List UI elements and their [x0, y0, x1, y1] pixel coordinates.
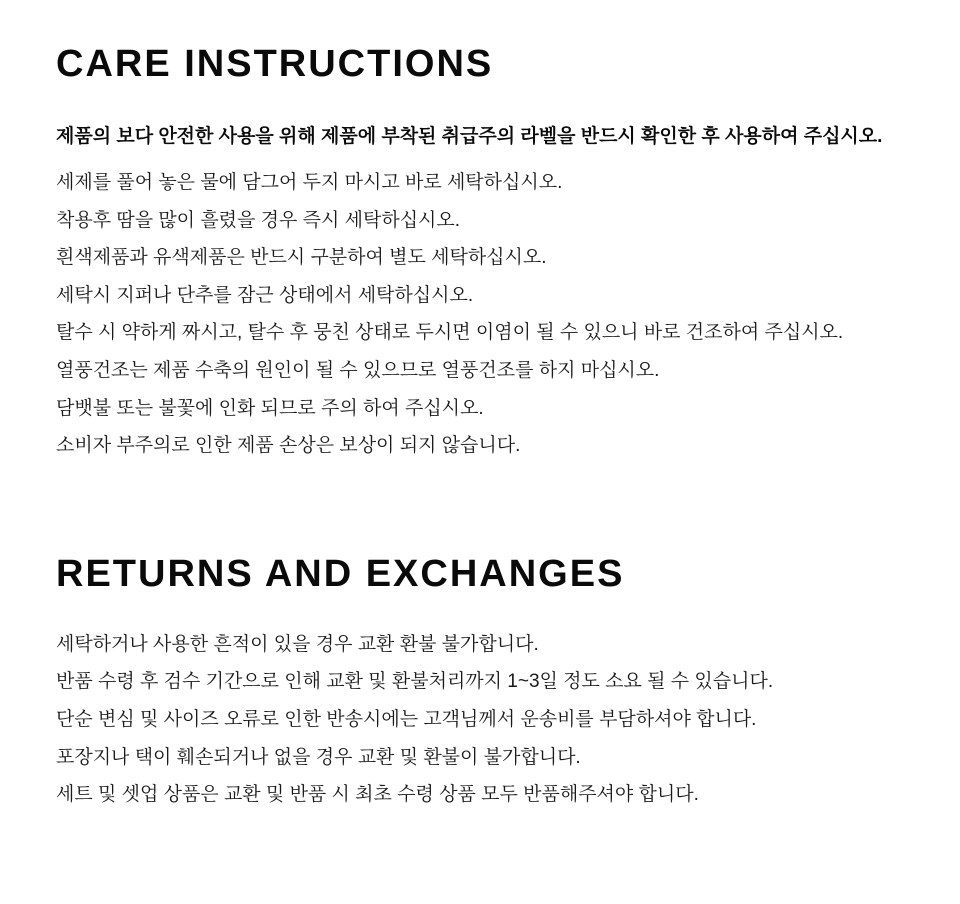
care-instruction-item: 세제를 풀어 놓은 물에 담그어 두지 마시고 바로 세탁하십시오.: [56, 172, 563, 193]
care-instructions-title: CARE INSTRUCTIONS: [56, 43, 494, 85]
care-intro-notice: 제품의 보다 안전한 사용을 위해 제품에 부착된 취급주의 라벨을 반드시 확인한 후 사용하여 주십시오.: [56, 126, 883, 147]
care-instructions-section: [56, 44, 920, 465]
care-instruction-item: 열풍건조는 제품 수축의 원인이 될 수 있으므로 열풍건조를 하지 마십시오.: [56, 359, 660, 381]
care-instruction-list: [56, 164, 920, 465]
care-instruction-item: 소비자 부주의로 인한 제품 손상은 보상이 되지 않습니다.: [56, 435, 521, 457]
care-instruction-item: 세탁시 지퍼나 단추를 잠근 상태에서 세탁하십시오.: [56, 284, 474, 306]
returns-exchanges-section: [56, 554, 920, 814]
returns-policy-list: [56, 626, 920, 814]
returns-policy-item: 반품 수령 후 검수 기간으로 인해 교환 및 환불처리까지 1~3일 정도 소요 될 수 있습니다.: [56, 671, 774, 693]
returns-policy-item: 세트 및 셋업 상품은 교환 및 반품 시 최초 수령 상품 모두 반품해주셔야 합니다.: [56, 784, 699, 806]
care-instruction-item: 흰색제품과 유색제품은 반드시 구분하여 별도 세탁하십시오.: [56, 247, 547, 269]
care-instruction-item: 착용후 땀을 많이 흘렸을 경우 즉시 세탁하십시오.: [56, 209, 461, 231]
returns-policy-item: 단순 변심 및 사이즈 오류로 인한 반송시에는 고객님께서 운송비를 부담하셔야 합니다.: [56, 708, 757, 730]
returns-exchanges-title: RETURNS AND EXCHANGES: [56, 552, 625, 595]
care-instruction-item: 탈수 시 약하게 짜시고, 탈수 후 뭉친 상태로 두시면 이염이 될 수 있으니 바로 건조하여 주십시오.: [56, 322, 844, 344]
returns-policy-item: 포장지나 택이 훼손되거나 없을 경우 교환 및 환불이 불가합니다.: [56, 746, 581, 768]
returns-policy-item: 세탁하거나 사용한 흔적이 있을 경우 교환 환불 불가합니다.: [56, 633, 539, 655]
care-instruction-item: 담뱃불 또는 불꽃에 인화 되므로 주의 하여 주십시오.: [56, 397, 484, 419]
